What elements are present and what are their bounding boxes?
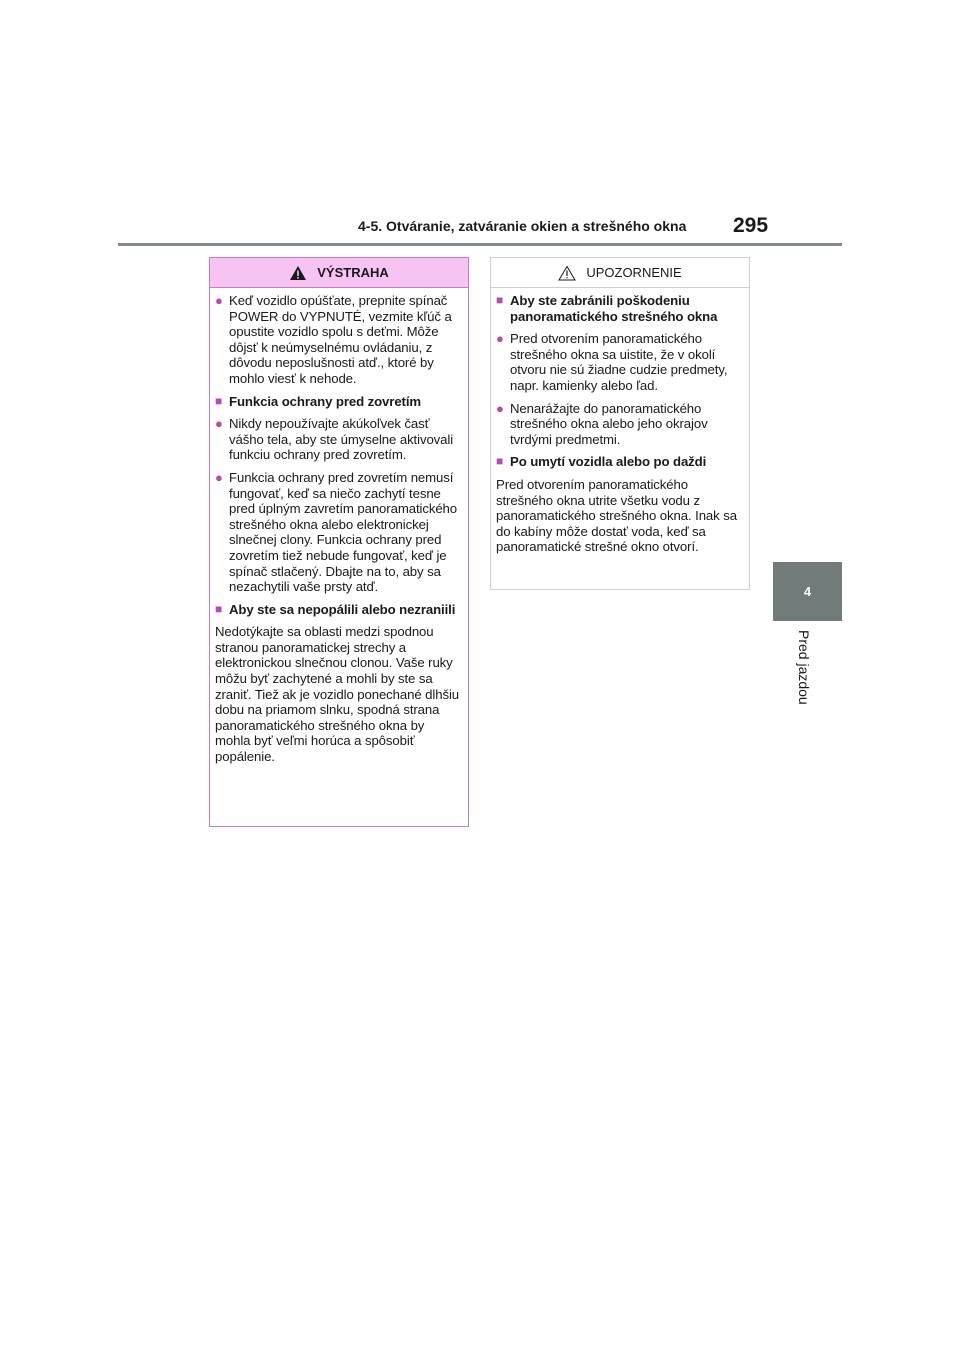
page-number: 295 [733,214,769,237]
bullet-text: Nenarážajte do panoramatického strešného okna alebo jeho okrajov tvrdými predmetmi. [510,400,708,447]
section-heading [215,602,463,618]
paragraph: Nedotýkajte sa oblasti medzi spodnou stranou panoramatickej strechy a elektronickou slnečnou clonou. Vaše ruky môžu byť zachytené a mohli by ste sa zraniť. Tiež ak je vozidlo ponechané dlhšiu dobu na priamom slnku, spodná strana panoramatického strešného okna by mohla byť veľmi horúca a spôsobiť popálenie. [215,624,460,765]
caution-triangle-icon [558,265,576,281]
heading-text: Funkcia ochrany pred zovretím [229,393,422,409]
warning-box-body [210,288,468,765]
chapter-tab [773,562,842,621]
warning-box-header [210,258,468,288]
caution-box-body [491,288,749,555]
heading-text: Po umytí vozidla alebo po daždi [510,454,707,470]
section-heading [496,293,744,324]
caution-box-header [491,258,749,288]
round-bullet-icon: ● [215,293,223,308]
section-title: 4-5. Otváranie, zatváranie okien a strešného okna [358,218,687,234]
section-heading [215,394,463,410]
heading-text: Aby ste zabránili poškodeniu panoramatického strešného okna [510,293,718,324]
bullet-text: Nikdy nepoužívajte akúkoľvek časť vášho tela, aby ste úmyselne aktivovali funkciu ochrany pred zovretím. [229,416,454,463]
section-heading [496,454,744,470]
round-bullet-icon: ● [215,469,223,485]
caution-box [490,257,750,590]
bullet-text: Pred otvorením panoramatického strešného okna sa uistite, že v okolí otvoru nie sú žiadne cudzie predmety, napr. kamienky alebo ľad. [510,331,728,393]
heading-text: Aby ste sa nepopálili alebo nezraniili [229,601,456,617]
bullet-text: Keď vozidlo opúšťate, prepnite spínač POWER do VYPNUTÉ, vezmite kľúč a opustite vozidlo spolu s deťmi. Môže dôjsť k neúmyselnému ovládaniu, z dôvodu neposlušnosti atď., ktoré by mohlo viesť k nehode. [229,293,452,386]
paragraph: Pred otvorením panoramatického strešného okna utrite všetku vodu z panoramatického strešného okna. Inak sa do kabíny môže dostať voda, keď sa panoramatické strešné okno otvorí. [496,476,737,555]
round-bullet-icon: ● [496,331,504,347]
square-bullet-icon: ■ [215,601,223,616]
caution-box-title: UPOZORNENIE [586,265,682,280]
bullet-item [215,416,463,463]
square-bullet-icon: ■ [496,454,504,469]
bullet-item [215,470,463,595]
chapter-number: 4 [803,584,812,599]
warning-triangle-icon [289,265,307,281]
bullet-item [215,293,463,387]
round-bullet-icon: ● [496,400,504,416]
square-bullet-icon: ■ [496,293,504,307]
bullet-text: Funkcia ochrany pred zovretím nemusí fungovať, keď sa niečo zachytí tesne pred úplným zavretím panoramatického strešného okna alebo elektronickej slnečnej clony. Funkcia ochrany pred zovretím tiež nebude fungovať, keď je spínač stlačený. Dbajte na to, aby sa nezachytili vaše prsty atď. [229,469,458,595]
warning-box-title: VÝSTRAHA [317,265,389,280]
round-bullet-icon: ● [215,416,223,432]
warning-box [209,257,469,827]
bullet-item [496,331,744,393]
square-bullet-icon: ■ [215,393,223,408]
chapter-label: Pred jazdou [796,630,812,705]
bullet-item [496,401,744,448]
header-rule [118,243,842,246]
